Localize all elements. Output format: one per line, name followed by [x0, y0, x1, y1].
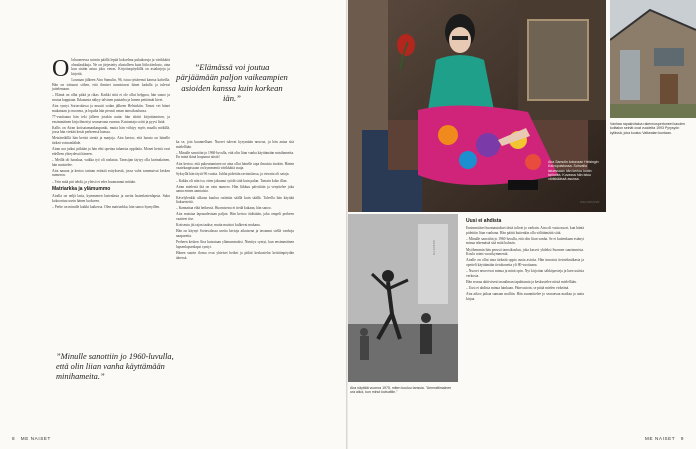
paragraph: Hän on käynyt Sortavalassa useita kertoja aikuisena ja tavannut siellä vanhoja naapureita.	[176, 229, 294, 239]
paragraph: – Perhe on minulle kaikki kaikessa. Olen matriarkka, hän sanoo hymyillen.	[52, 204, 161, 209]
paragraph: Lounaan jälkeen Aira Samulin, 96, istuu tyttärensä kanssa kahvilla. Hän on tottunut siihen, että ihmiset tunnistavat hänet kadulla ja tulevat juttelemaan.	[52, 77, 170, 92]
paragraph: Airan ura jatkui pitkään ja hän ehti opettaa tuhansia oppilaita. Monet heistä ovat edelleen yhteydessä häneen.	[52, 147, 170, 156]
brand-name: ME NAISET	[20, 436, 51, 441]
paragraph: – Minulle sanottiin jo 1960-luvulla, että olin liian vanha. Se ei kuitenkaan estänyt minua tekemästä sitä mitä halusin.	[466, 236, 584, 246]
pull-quote-top: ”Elämässä voi joutua pärjäämään paljon vaikeampien asioiden kanssa kuin korkean iän.”	[176, 62, 288, 104]
paragraph: – Nuoret neuvoivat minua ja minä opin. Nyt kirjoitan sähköposteja ja luen uutisia verkosta.	[466, 269, 584, 278]
paragraph: Ensimmäiset huomautukset iästä tulivat jo varhain. Aira oli vasta nuori, kun häntä pidettiin liian vanhana. Hän päätti kuitenkin olla välittämättä siitä.	[466, 226, 584, 235]
right-page	[348, 0, 696, 449]
paragraph: Hänen suurin ilonsa ovat yhteiset hetket ja pitkät keskustelut keittiönpöydän ääressä.	[176, 251, 294, 260]
paragraph: ka se, jota kuunnellaan. Nuoret tulevat kysymään neuvoa, ja hän antaa sitä mielellään.	[176, 140, 294, 149]
archive-credit: ARKISTO	[432, 240, 436, 256]
portrait-caption: Aira Samulin kotonaan Helsingin Kaivopuistossa. Sohvalla istuessaan hän kertoo kodin tarinoita. Kuvassa hän istuu värikkäässä asussa.	[548, 160, 599, 182]
paragraph: – Elämä on ollut pitkä ja rikas. Kaikki siitä ei ole ollut helppoa, hän sanoo ja nostaa kuppiaan. Ikkunasta näkyy talvinen puutarha ja lumen peittämät kivet.	[52, 93, 170, 102]
dance-caption: Aira näyttää vuonna 1975, miten kuuluu tanssia. "Ammattimainen ura alkoi, kun minut kutsuttiin."	[350, 386, 452, 395]
dance-illustration	[348, 214, 458, 382]
paragraph: Aira muistaa lapsuudestaan paljon. Hän kertoo äidistään, joka ompeli perheen vaatteet itse.	[176, 212, 294, 222]
brand-name: ME NAISET	[645, 436, 676, 441]
paragraph: Aira nauraa ja kertoo tarinan eräästä esityksestä, jossa valot sammuivat kesken numeron.	[52, 168, 170, 178]
paragraph: Airan mielestä ikä on vain numero. Hän liikkuu päivittäin ja venyttelee joka aamu ennen aamiaista.	[176, 184, 294, 194]
section-subhead: Uusi ei ahdista	[466, 218, 502, 224]
house-illustration	[610, 0, 696, 118]
paragraph: – Meillä oli hauskaa, vaikka työ oli raskasta. Tanssijan täytyy olla kurinalainen, hän muistelee.	[52, 158, 170, 167]
paragraph: Myöhemmin hän perusti tanssikoulun, joka kasvoi yhdeksi Suomen suurimmista. Koulu toimi vuosikymmeniä.	[466, 247, 584, 257]
left-column-1	[52, 58, 170, 211]
paragraph: Aira aikoo jatkaa samaan malliin. Hän suunnittelee jo seuraavaa matkaa ja uutta kirjaa.	[466, 292, 584, 301]
drop-cap: O	[52, 56, 70, 82]
paragraph: Airalle on ollut aina tärkeää oppia uusia asioita. Hän innostui tietotekniikasta ja opetteli käyttämään tietokonetta yli 80-vuotiaana.	[466, 258, 584, 267]
paragraph: 77-vuotiaana hän teki jälleen jotakin uutta: hän aloitti kirjoittamisen, ja ensimmäinen kirja ilmestyi seuraavana vuonna. Kustantaja soitti ja pyysi lisää.	[52, 114, 170, 124]
paragraph: Hän seuraa aktiivisesti maailman tapahtumia ja keskustelee niistä mielellään.	[466, 279, 577, 284]
paragraph: – Kakku oli niin iso, etten jaksanut syödä siitä kuin palan. Tanssin koko illan.	[176, 178, 288, 183]
paragraph: – Kannattaa elää hetkessä. Huomisesta ei tiedä kukaan, hän sanoo.	[176, 206, 272, 211]
paragraph: Metsäretkillä hän keräsi sieniä ja marjoja. Aira kertoo, että luonto on hänelle tärkeä voimanlähde.	[52, 136, 170, 146]
paragraph: Syksyllä hän täytti 96 vuotta. Juhlat pidettiin ravintolassa, ja vieraita oli satoja.	[176, 172, 290, 177]
paragraph: Airalla on neljä lasta, kymmenen lastenlasta ja useita lastenlastenlapsia. Suku kokoontuu usein hänen luokseen.	[52, 194, 170, 203]
section-subhead: Matriarkka ja ylämummo	[52, 186, 111, 193]
paragraph: Perheen kesken Aira kutsutaan ylämummoksi. Nimitys syntyi, kun ensimmäinen lapsenlapsenlapsi syntyi.	[176, 240, 294, 249]
page-number: 9	[680, 436, 684, 441]
paragraph: Kävelylenkki ulkona kuuluu rutiiniin säällä kuin säällä. Talvella hän käyttää liukuesteitä.	[176, 195, 294, 205]
paragraph: Kotiseutu jäi rajan taakse, mutta muistot kulkevat mukana.	[176, 223, 261, 228]
dance-photo	[348, 214, 458, 382]
right-column	[466, 216, 584, 303]
house-photo	[610, 0, 696, 118]
paragraph: Kallis on Airan kotisatamankaupunki, mutta hän viihtyy myös maalla mökillä, jossa hän viettää kesät perheensä kanssa.	[52, 125, 170, 135]
paragraph: – Minulle sanottiin jo 1960-luvulla, että olin liian vanha käyttämään minihameita. En minä ikinä luopunut niistä!	[176, 150, 294, 160]
pull-quote-bottom: ”Minulle sanottiin jo 1960-luvulla, että olin liian vanha käyttämään minihameita.”	[56, 352, 174, 381]
left-column-2	[176, 140, 294, 262]
paragraph: Aira kertoo, että pukeutuminen on aina ollut hänelle tapa ilmaista itseään. Hänen vaatekaapissaan on kymmeniä värikkäitä asuja.	[176, 161, 294, 171]
intro-paragraph: Olohuoneessa soimin päällä lepää kokoelma pukukoruja ja värikkäitä olmalaukkuja. Ne on järjestetty alustalleen kuin litiksitiedosto, aina kun sisään astuu joku vieras. Kirjoituspöydällä on asiakirjoja ja kirjeitä.	[52, 56, 170, 82]
paragraph: – Uusi ei ahdista minua lainkaan. Päinvastoin, se pitää mielen virkeänä.	[466, 286, 570, 291]
folio-left	[12, 436, 51, 441]
paragraph: – Tein mitä piti tehdä, ja yleisö ei edes huomannut mitään.	[52, 179, 136, 184]
page-number: 8	[12, 436, 16, 441]
folio-right	[645, 436, 684, 441]
left-page	[0, 0, 347, 449]
photo-credit: VALOKUVAT	[580, 200, 601, 204]
paragraph: Aira syntyi Sortavalassa ja muutti sodan jälkeen Helsinkiin. Tanssi vei hänet mukanaan jo nuorena, ja lopulta hän perusti oman tanssikoulunsa.	[52, 104, 170, 113]
house-caption: Vanhaa rapakivitaloa rakennuspertoneet kauden kotitalon seinät ovat vuodelta 1993 Pyrysyön kylässä, joka kuuluu Valkealan kuntaan.	[610, 122, 686, 135]
